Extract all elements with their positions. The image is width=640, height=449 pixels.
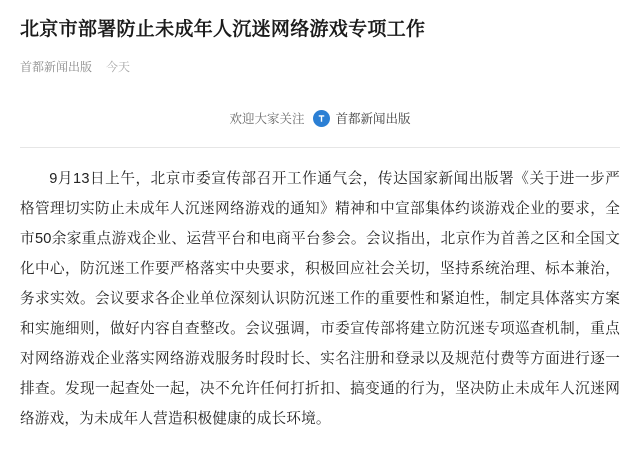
blue-circle-logo-icon bbox=[313, 110, 330, 127]
article-body bbox=[20, 164, 620, 434]
brand-account-name: 首都新闻出版 bbox=[335, 112, 411, 126]
brand-account-chip[interactable] bbox=[313, 109, 411, 127]
article-timestamp: 今天 bbox=[106, 60, 131, 74]
article-page bbox=[0, 16, 640, 449]
page-title: 北京市部署防止未成年人沉迷网络游戏专项工作 bbox=[20, 19, 426, 40]
follow-prompt-label: 欢迎大家关注 bbox=[229, 112, 305, 126]
article-meta bbox=[20, 58, 620, 75]
section-divider bbox=[20, 147, 620, 148]
article-source[interactable]: 首都新闻出版 bbox=[20, 60, 93, 74]
follow-bar[interactable] bbox=[20, 97, 620, 139]
article-paragraph: 9月13日上午，北京市委宣传部召开工作通气会，传达国家新闻出版署《关于进一步严格管理切实防止未成年人沉迷网络游戏的通知》精神和中宣部集体约谈游戏企业的要求，全市50余家重点游戏企业、运营平台和电商平台参会。会议指出，北京作为首善之区和全国文化中心，防沉迷工作要严格落实中央要求，积极回应社会关切，坚持系统治理、标本兼治，务求实效。会议要求各企业单位深刻认识防沉迷工作的重要性和紧迫性，制定具体落实方案和实施细则，做好内容自查整改。会议强调，市委宣传部将建立防沉迷专项巡查机制，重点对网络游戏企业落实网络游戏服务时段时长、实名注册和登录以及规范付费等方面进行逐一排查。发现一起查处一起，决不允许任何打折扣、搞变通的行为，坚决防止未成年人沉迷网络游戏，为未成年人营造积极健康的成长环境。 bbox=[20, 171, 620, 427]
